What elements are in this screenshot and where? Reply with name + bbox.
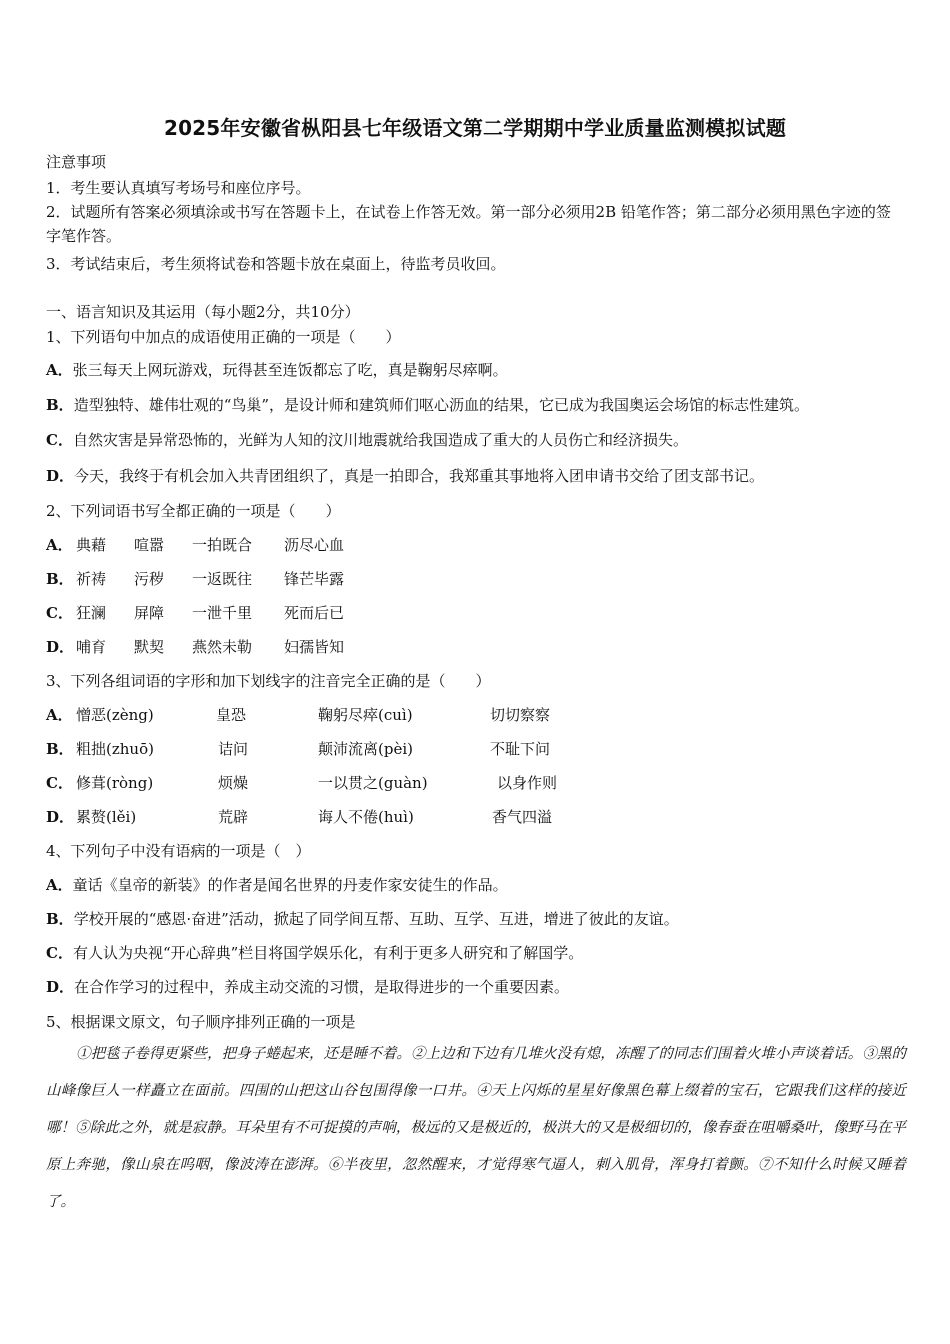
option-text: 学校开展的“感恩·奋进”活动，掀起了同学间互帮、互助、互学、互进，增进了彼此的友谊。 (73, 910, 679, 928)
option-text: 自然灾害是异常恐怖的，光鲜为人知的汶川地震就给我国造成了重大的人员伤亡和经济损失。 (72, 431, 688, 449)
word: 诘问 (218, 740, 249, 758)
option-key: A． (46, 536, 73, 554)
option-text: 在合作学习的过程中，养成主动交流的习惯，是取得进步的一个重要因素。 (74, 978, 570, 996)
option-key: D． (46, 638, 75, 656)
word: 沥尽心血 (284, 536, 345, 554)
q4-option-d (46, 977, 569, 997)
q4-option-b (46, 909, 679, 929)
option-key: C． (46, 604, 73, 622)
word: 香气四溢 (492, 808, 553, 826)
question-3-stem: 3、下列各组词语的字形和加下划线字的注音完全正确的是（ ） (46, 672, 491, 690)
option-key: C． (46, 944, 73, 962)
notice-item: 2．试题所有答案必须填涂或书写在答题卡上，在试卷上作答无效。第一部分必须用2B 铅笔作答；第二部分必须用黑色字迹的签字笔作答。 (46, 203, 891, 245)
option-key: D． (46, 808, 75, 826)
word: 粗拙(zhuō) (76, 740, 154, 758)
option-text: 张三每天上网玩游戏，玩得甚至连饭都忘了吃，真是鞠躬尽瘁啊。 (72, 361, 508, 379)
word: 一返既往 (192, 570, 253, 588)
passage-text: ①把毯子卷得更紧些，把身子蜷起来，还是睡不着。②上边和下边有几堆火没有熄，冻醒了的同志们围着火堆小声谈着话。③黑的山峰像巨人一样矗立在面前。四围的山把这山谷包围得像一口井。④天上闪烁的星星好像黑色幕上缀着的宝石，它跟我们这样的接近哪！⑤除此之外，就是寂静。耳朵里有不可捉摸的声响，极远的又是极近的，极洪大的又是极细切的，像春蚕在咀嚼桑叶，像野马在平原上奔驰，像山泉在呜咽，像波涛在澎湃。⑥半夜里，忽然醒来，才觉得寒气逼人，刺入肌骨，浑身打着颤。⑦不知什么时候又睡着了。 (46, 1046, 906, 1210)
option-key: D． (46, 467, 75, 485)
option-key: C． (46, 774, 73, 792)
word: 哺育 (76, 638, 107, 656)
word: 切切察察 (490, 706, 551, 724)
word: 妇孺皆知 (284, 638, 345, 656)
word: 荒辟 (218, 808, 249, 826)
section-heading: 一、语言知识及其运用（每小题2分，共10分） (46, 303, 360, 321)
word: 以身作则 (497, 774, 558, 792)
q1-option-c (46, 430, 688, 450)
word: 祈祷 (76, 570, 107, 588)
word: 屏障 (134, 604, 165, 622)
word: 烦燥 (218, 774, 249, 792)
question-1-stem: 1、下列语句中加点的成语使用正确的一项是（ ） (46, 328, 401, 346)
question-2-stem: 2、下列词语书写全都正确的一项是（ ） (46, 502, 341, 520)
notice-heading: 注意事项 (46, 153, 107, 171)
passage (46, 1036, 906, 1221)
word: 典藉 (76, 536, 107, 554)
option-text: 造型独特、雄伟壮观的“鸟巢”，是设计师和建筑师们呕心沥血的结果，它已成为我国奥运会场馆的标志性建筑。 (73, 396, 810, 414)
word: 默契 (134, 638, 165, 656)
word: 狂澜 (76, 604, 107, 622)
option-key: A． (46, 876, 73, 894)
option-text: 有人认为央视“开心辞典”栏目将国学娱乐化，有利于更多人研究和了解国学。 (72, 944, 584, 962)
word: 诲人不倦(huì) (318, 808, 414, 826)
word: 鞠躬尽瘁(cuì) (318, 706, 413, 724)
option-text: 今天，我终于有机会加入共青团组织了，真是一拍即合，我郑重其事地将入团申请书交给了团支部书记。 (74, 467, 765, 485)
word: 喧嚣 (134, 536, 165, 554)
option-key: C． (46, 431, 73, 449)
option-key: A． (46, 361, 73, 379)
q4-option-c (46, 943, 583, 963)
word: 憎恶(zèng) (76, 706, 154, 724)
question-5-stem: 5、根据课文原文，句子顺序排列正确的一项是 (46, 1013, 356, 1031)
word: 污秽 (134, 570, 165, 588)
notice-item: 1．考生要认真填写考场号和座位序号。 (46, 179, 311, 197)
word: 皇恐 (216, 706, 247, 724)
word: 一以贯之(guàn) (318, 774, 428, 792)
option-key: B． (46, 396, 74, 414)
question-4-stem: 4、下列句子中没有语病的一项是（ ） (46, 842, 311, 860)
option-text: 童话《皇帝的新装》的作者是闻名世界的丹麦作家安徒生的作品。 (72, 876, 508, 894)
word: 一泄千里 (192, 604, 253, 622)
word: 修葺(ròng) (76, 774, 154, 792)
option-key: B． (46, 740, 74, 758)
notice-item: 3．考试结束后，考生须将试卷和答题卡放在桌面上，待监考员收回。 (46, 255, 506, 273)
word: 一拍既合 (192, 536, 253, 554)
q1-option-a (46, 360, 508, 380)
word: 死而后已 (284, 604, 345, 622)
option-key: B． (46, 570, 74, 588)
word: 颠沛流离(pèi) (318, 740, 413, 758)
word: 燕然未勒 (192, 638, 253, 656)
page-title: 2025年安徽省枞阳县七年级语文第二学期期中学业质量监测模拟试题 (163, 116, 787, 140)
option-key: D． (46, 978, 75, 996)
q1-option-d (46, 466, 764, 486)
q4-option-a (46, 875, 508, 895)
word: 累赘(lěi) (76, 808, 137, 826)
option-key: B． (46, 910, 74, 928)
option-key: A． (46, 706, 73, 724)
word: 不耻下问 (490, 740, 551, 758)
word: 锋芒毕露 (284, 570, 345, 588)
q1-option-b (46, 395, 809, 415)
